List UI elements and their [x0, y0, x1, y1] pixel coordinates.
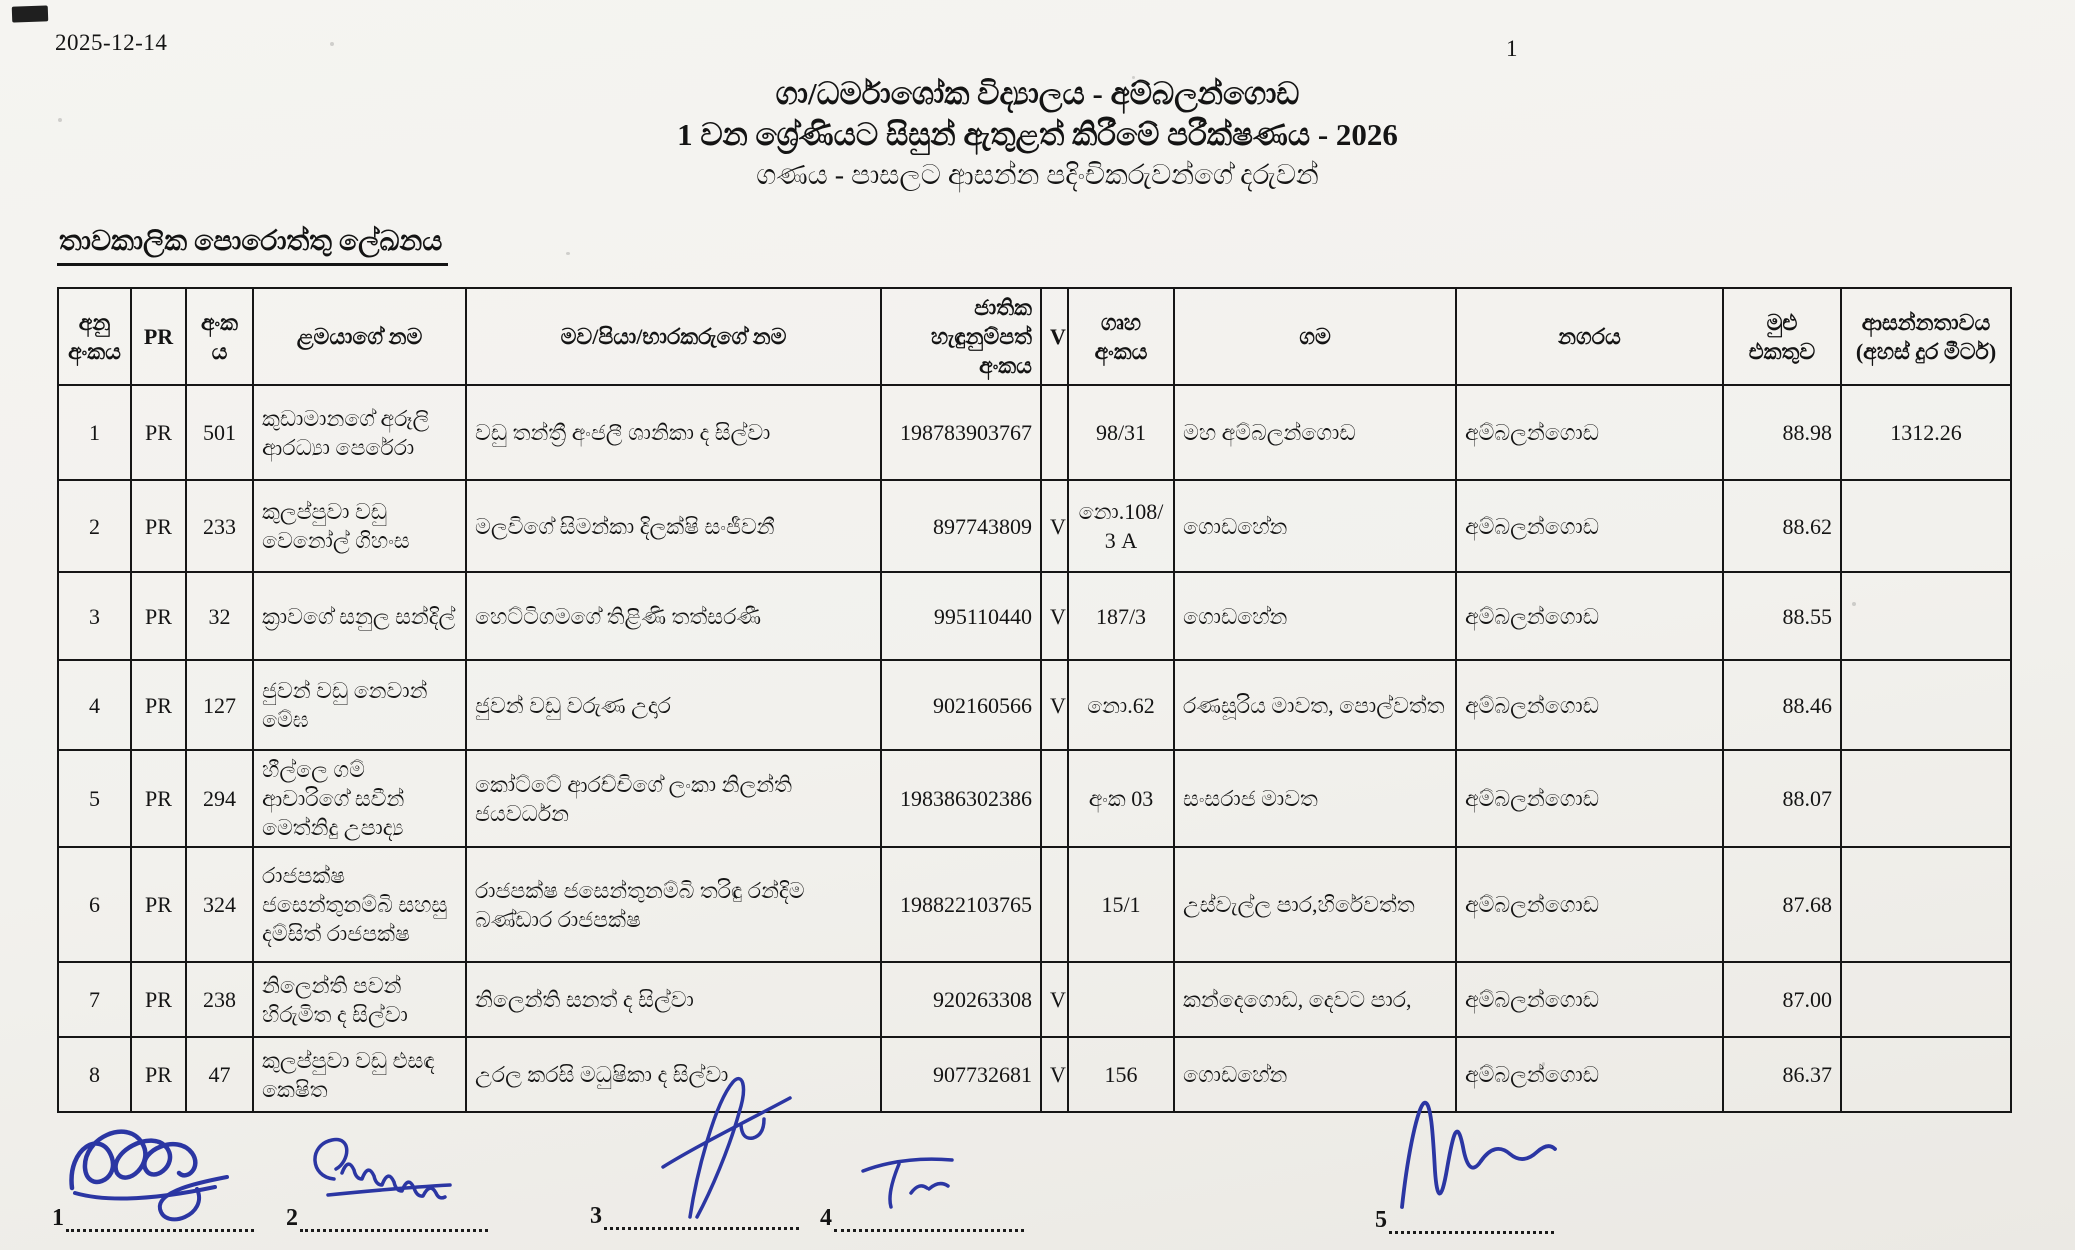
- header-house-number: ගෘහ අංකය: [1068, 288, 1174, 385]
- table-cell: 233: [186, 480, 253, 572]
- signature-label-4: 4: [820, 1205, 832, 1231]
- table-cell: අම්බලන්ගොඩ: [1456, 572, 1723, 660]
- table-cell: සංසරාජ මාවත: [1174, 750, 1456, 847]
- table-cell: 88.62: [1723, 480, 1841, 572]
- table-cell: [1841, 572, 2011, 660]
- table-cell: PR: [131, 750, 186, 847]
- signature-line-1: [52, 1205, 254, 1232]
- table-cell: 88.55: [1723, 572, 1841, 660]
- table-cell: 47: [186, 1037, 253, 1112]
- table-cell: 32: [186, 572, 253, 660]
- table-cell: මහ අම්බලන්ගොඩ: [1174, 385, 1456, 480]
- table-cell: 1: [58, 385, 131, 480]
- scan-speck: [566, 252, 570, 255]
- table-cell: 902160566: [881, 660, 1041, 750]
- table-cell: 98/31: [1068, 385, 1174, 480]
- table-cell: V: [1041, 962, 1068, 1037]
- header-serial-number: අනු අංකය: [58, 288, 131, 385]
- header-guardian-name: මව/පියා/භාරකරුගේ නම: [466, 288, 881, 385]
- table-cell: [1841, 480, 2011, 572]
- table-cell: V: [1041, 1037, 1068, 1112]
- table-cell: ගොඩහේන: [1174, 572, 1456, 660]
- table-cell: අම්බලන්ගොඩ: [1456, 847, 1723, 962]
- table-cell: [1068, 962, 1174, 1037]
- table-cell: 88.46: [1723, 660, 1841, 750]
- table-cell: 86.37: [1723, 1037, 1841, 1112]
- table-cell: උරල කරසි මධුෂිකා ද සිල්වා: [466, 1037, 881, 1112]
- table-cell: 198386302386: [881, 750, 1041, 847]
- signature-slot-1: [52, 1205, 254, 1235]
- table-cell: කන්දෙගොඩ, දෙවට පාර,: [1174, 962, 1456, 1037]
- table-cell: 2: [58, 480, 131, 572]
- table-row: [58, 385, 2011, 480]
- table-cell: [1841, 750, 2011, 847]
- table-cell: [1841, 1037, 2011, 1112]
- table-body: [58, 385, 2011, 1112]
- table-cell: රණසූරිය මාවත, පොල්වත්ත: [1174, 660, 1456, 750]
- title-exam: 1 වන ශ්‍රේණියට සිසුන් ඇතුළත් කිරීමේ පරීක්ෂණය - 2026: [677, 117, 1398, 152]
- table-cell: 127: [186, 660, 253, 750]
- header-total-marks: මුළු එකතුව: [1723, 288, 1841, 385]
- table-cell: රාජපක්ෂ ජසෙන්තුනම්බි සහසු දම්සිත් රාජපක්ෂ: [253, 847, 466, 962]
- table-cell: 87.68: [1723, 847, 1841, 962]
- table-cell: ජුවන් වඩු නෙවාන් මේඝ: [253, 660, 466, 750]
- table-cell: 294: [186, 750, 253, 847]
- waitlist-table: [57, 287, 2012, 1113]
- header-pr: PR: [131, 288, 186, 385]
- table-cell: 87.00: [1723, 962, 1841, 1037]
- table-cell: [1041, 847, 1068, 962]
- table-cell: අම්බලන්ගොඩ: [1456, 385, 1723, 480]
- table-row: [58, 480, 2011, 572]
- table-cell: PR: [131, 572, 186, 660]
- signature-dotted-line-5: [1389, 1211, 1554, 1234]
- table-header-row: [58, 288, 2011, 385]
- table-cell: 4: [58, 660, 131, 750]
- table-cell: [1841, 962, 2011, 1037]
- header-city: නගරය: [1456, 288, 1723, 385]
- table-cell: අම්බලන්ගොඩ: [1456, 480, 1723, 572]
- table-cell: කුලප්පුවා වඩු වෙනෝල් ගිහංස: [253, 480, 466, 572]
- header-child-name: ළමයාගේ නම: [253, 288, 466, 385]
- table-cell: නිලෙන්ති සනත් ද සිල්වා: [466, 962, 881, 1037]
- table-cell: PR: [131, 385, 186, 480]
- table-cell: 88.98: [1723, 385, 1841, 480]
- scan-speck: [330, 42, 334, 46]
- table-cell: 198783903767: [881, 385, 1041, 480]
- signature-label-5: 5: [1375, 1207, 1387, 1233]
- table-cell: අම්බලන්ගොඩ: [1456, 1037, 1723, 1112]
- signature-dotted-line-2: [300, 1209, 488, 1232]
- signature-dotted-line-1: [66, 1209, 254, 1232]
- table-cell: කුලප්පුවා වඩු එසඳ කෙෂිත: [253, 1037, 466, 1112]
- signature-line-3: [590, 1203, 799, 1230]
- table-row: [58, 847, 2011, 962]
- page-number: 1: [1506, 36, 1518, 61]
- table-cell: [1841, 847, 2011, 962]
- table-cell: [1041, 385, 1068, 480]
- signature-line-2: [286, 1205, 488, 1232]
- table-cell: 15/1: [1068, 847, 1174, 962]
- table-cell: PR: [131, 480, 186, 572]
- table-cell: ගොඩහේන: [1174, 480, 1456, 572]
- table-cell: කෝට්ටේ ආරච්චිගේ ලංකා නිලන්ති ජයවර්ධන: [466, 750, 881, 847]
- document-date: 2025-12-14: [55, 30, 168, 55]
- table-cell: උස්වැල්ල පාර,හිරේවත්ත: [1174, 847, 1456, 962]
- title-school: ගා/ධර්මාශෝක විද්‍යාලය - අම්බලන්ගොඩ: [775, 76, 1300, 111]
- table-cell: 156: [1068, 1037, 1174, 1112]
- signature-line-5: [1375, 1207, 1554, 1234]
- header-proximity: ආසන්නතාවය (අහස් දුර මීටර්): [1841, 288, 2011, 385]
- signature-dotted-line-4: [834, 1209, 1024, 1232]
- header-v: V: [1041, 288, 1068, 385]
- table-cell: 5: [58, 750, 131, 847]
- signature-label-2: 2: [286, 1205, 298, 1231]
- table-cell: 897743809: [881, 480, 1041, 572]
- table-cell: අංක 03: [1068, 750, 1174, 847]
- table-cell: 501: [186, 385, 253, 480]
- table-cell: අම්බලන්ගොඩ: [1456, 750, 1723, 847]
- table-cell: 324: [186, 847, 253, 962]
- table-row: [58, 660, 2011, 750]
- table-cell: 6: [58, 847, 131, 962]
- signature-slot-4: [820, 1205, 1024, 1235]
- table-cell: PR: [131, 847, 186, 962]
- signature-label-1: 1: [52, 1205, 64, 1231]
- table-row: [58, 750, 2011, 847]
- table-cell: 187/3: [1068, 572, 1174, 660]
- table-cell: ජුවන් වඩු වරුණ උදාර: [466, 660, 881, 750]
- table-cell: 1312.26: [1841, 385, 2011, 480]
- table-cell: වඩු තන්ත්‍රී අංජලී ශානිකා ද සිල්වා: [466, 385, 881, 480]
- table-cell: රාජපක්ෂ ජසෙන්තුනම්බි තරිඳු රන්දිම බණ්ඩාර රාජපක්ෂ: [466, 847, 881, 962]
- table-cell: ගොඩහේන: [1174, 1037, 1456, 1112]
- table-cell: V: [1041, 572, 1068, 660]
- table-cell: V: [1041, 660, 1068, 750]
- table-cell: 8: [58, 1037, 131, 1112]
- table-cell: 198822103765: [881, 847, 1041, 962]
- signature-slot-3: [590, 1203, 799, 1233]
- section-heading: තාවකාලික පොරොත්තු ලේඛනය: [57, 226, 448, 266]
- table-cell: 907732681: [881, 1037, 1041, 1112]
- table-cell: ක්‍රාවගේ සනුල සන්දිල්: [253, 572, 466, 660]
- header-nic-number: ජාතික හැඳුනුම්පත් අංකය: [881, 288, 1041, 385]
- title-category: ගණය - පාසලට ආසන්න පදිංචිකරුවන්ගේ දරුවන්: [756, 160, 1319, 191]
- table-cell: PR: [131, 1037, 186, 1112]
- table-cell: කුඩාමානගේ අරූලි ආරධ්‍යා පෙරේරා: [253, 385, 466, 480]
- table-cell: අම්බලන්ගොඩ: [1456, 660, 1723, 750]
- table-cell: මලවිගේ සිමන්කා දිලක්ෂි සංජීවනී: [466, 480, 881, 572]
- table-cell: [1841, 660, 2011, 750]
- signature-slot-2: [286, 1205, 488, 1235]
- table-cell: 238: [186, 962, 253, 1037]
- table-cell: 7: [58, 962, 131, 1037]
- table-cell: නො.62: [1068, 660, 1174, 750]
- header-number: අංකය: [186, 288, 253, 385]
- signature-slot-5: [1375, 1207, 1554, 1237]
- table-row: [58, 1037, 2011, 1112]
- scan-artifact-mark: [12, 5, 49, 22]
- table-cell: නො.108/3 A: [1068, 480, 1174, 572]
- table-cell: PR: [131, 660, 186, 750]
- table-row: [58, 572, 2011, 660]
- table-cell: හීල්ලෙ ගම් ආචාරිගේ සවීන් මෙත්නිදු උපාද්‍ය: [253, 750, 466, 847]
- header-village: ගම: [1174, 288, 1456, 385]
- table-cell: PR: [131, 962, 186, 1037]
- table-cell: නිලෙන්ති පවන් හිරුමිත ද සිල්වා: [253, 962, 466, 1037]
- table-cell: 88.07: [1723, 750, 1841, 847]
- table-cell: අම්බලන්ගොඩ: [1456, 962, 1723, 1037]
- signature-line-4: [820, 1205, 1024, 1232]
- table-row: [58, 962, 2011, 1037]
- table-cell: V: [1041, 480, 1068, 572]
- table-cell: හෙට්ටිගමගේ තිළිණි තත්සරණී: [466, 572, 881, 660]
- table-cell: 3: [58, 572, 131, 660]
- signature-label-3: 3: [590, 1203, 602, 1229]
- document-title-block: [0, 78, 2075, 190]
- table-cell: 920263308: [881, 962, 1041, 1037]
- table-cell: 995110440: [881, 572, 1041, 660]
- table-cell: [1041, 750, 1068, 847]
- signature-dotted-line-3: [604, 1207, 799, 1230]
